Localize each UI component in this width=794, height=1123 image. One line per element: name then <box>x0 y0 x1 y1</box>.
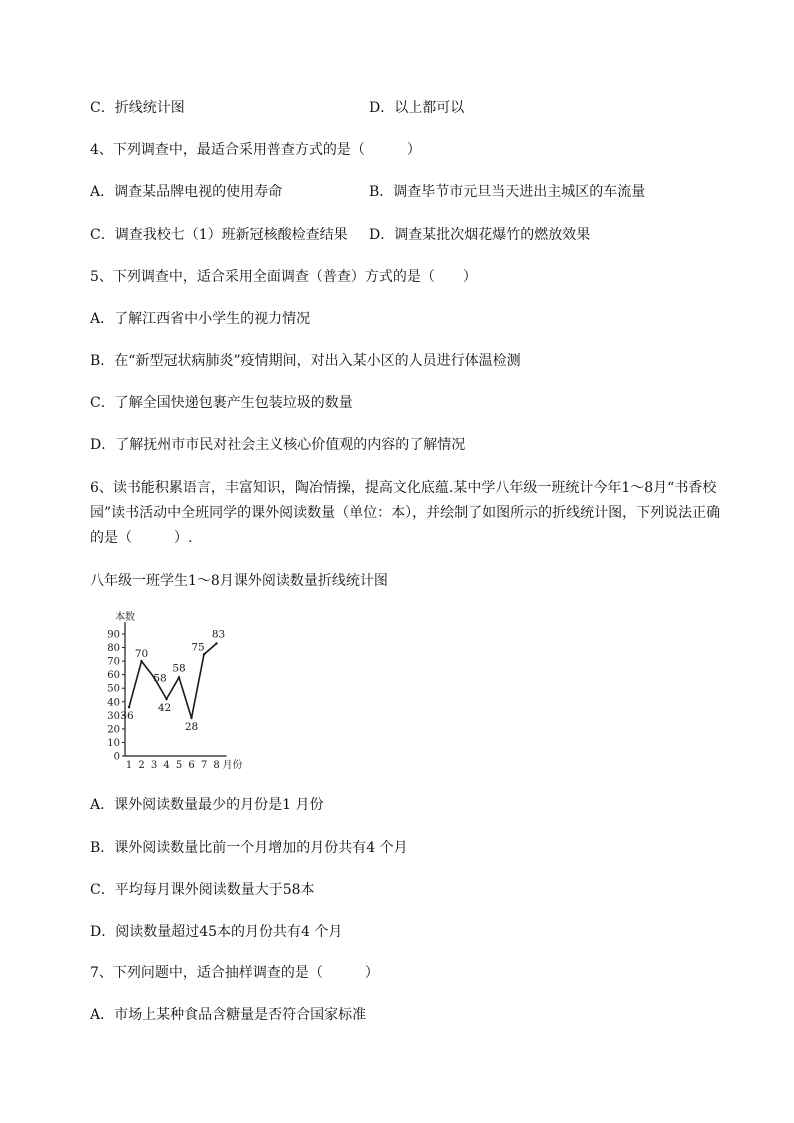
q5-option-c: C．了解全国快递包裹产生包装垃圾的数量 <box>90 395 353 411</box>
y-axis-title: 本数 <box>115 612 135 623</box>
q6-option-d: D．阅读数量超过45本的月份共有4 个月 <box>90 924 343 940</box>
y-tick-label: 10 <box>107 737 120 749</box>
x-tick-label: 7 <box>200 760 208 771</box>
q7-stem: 7、下列问题中，适合抽样调查的是（ ） <box>90 965 379 981</box>
q4-option-a: A．调查某品牌电视的使用寿命 <box>90 184 283 200</box>
y-tick-label: 60 <box>107 670 120 682</box>
y-tick-label: 30 <box>107 710 120 722</box>
q5-option-b: B．在“新型冠状病肺炎”疫情期间，对出入某小区的人员进行体温检测 <box>90 353 521 369</box>
data-label: 83 <box>211 628 226 641</box>
chart-caption: 八年级一班学生1～8月课外阅读数量折线统计图 <box>90 573 388 589</box>
x-tick-label: 1 <box>125 760 133 771</box>
y-tick-label: 50 <box>107 683 120 695</box>
q5-option-a: A．了解江西省中小学生的视力情况 <box>90 311 311 327</box>
q7-option-a: A．市场上某种食品含糖量是否符合国家标准 <box>90 1007 367 1023</box>
data-point <box>140 660 142 662</box>
y-tick-label: 20 <box>107 724 120 736</box>
y-tick-label: 70 <box>107 656 120 668</box>
data-point <box>215 642 217 644</box>
data-label: 70 <box>134 648 149 661</box>
data-label: 28 <box>184 721 199 734</box>
x-tick-label: 5 <box>175 760 183 771</box>
x-tick-label: 4 <box>163 760 170 771</box>
data-point <box>190 717 192 719</box>
q4-option-c: C．调查我校七（1）班新冠核酸检查结果 <box>90 227 348 243</box>
data-point <box>178 676 180 678</box>
data-label: 58 <box>172 662 186 675</box>
y-tick-label: 40 <box>107 697 120 709</box>
q4-option-b: B．调查毕节市元旦当天进出主城区的车流量 <box>369 184 646 200</box>
q6-option-c: C．平均每月课外阅读数量大于58本 <box>90 882 315 898</box>
data-point <box>128 706 130 708</box>
line-chart <box>100 606 270 776</box>
x-tick-label: 8 <box>213 760 220 771</box>
data-label: 36 <box>120 710 134 723</box>
q3-option-c: C．折线统计图 <box>90 100 185 116</box>
q5-option-d: D．了解抚州市市民对社会主义核心价值观的内容的了解情况 <box>90 437 466 453</box>
data-label: 75 <box>191 641 205 654</box>
data-label: 58 <box>153 672 167 685</box>
data-point <box>165 698 167 700</box>
y-tick-label: 0 <box>113 751 120 763</box>
q4-option-d: D．调查某批次烟花爆竹的燃放效果 <box>369 227 591 243</box>
x-tick-label: 3 <box>150 760 158 771</box>
y-tick-label: 80 <box>107 643 120 655</box>
y-tick-label: 90 <box>107 629 120 641</box>
q6-option-a: A．课外阅读数量最少的月份是1 月份 <box>90 797 324 813</box>
q6-stem: 6、读书能积累语言，丰富知识，陶冶情操，提高文化底蕴.某中学八年级一班统计今年1～8月“书香校园”读书活动中全班同学的课外阅读数量（单位：本），并绘制了如图所示的折线统计图，下列说法正确的是（ ）. <box>90 480 721 546</box>
x-axis-title: 月份 <box>222 760 243 771</box>
q4-stem: 4、下列调查中，最适合采用普查方式的是（ ） <box>90 142 421 158</box>
x-tick-label: 6 <box>188 760 195 771</box>
data-point <box>203 653 205 655</box>
x-tick-label: 2 <box>138 760 145 771</box>
q3-option-d: D．以上都可以 <box>369 100 465 116</box>
q5-stem: 5、下列调查中，适合采用全面调查（普查）方式的是（ ） <box>90 269 477 285</box>
q6-option-b: B．课外阅读数量比前一个月增加的月份共有4 个月 <box>90 840 408 856</box>
data-label: 42 <box>157 702 172 715</box>
